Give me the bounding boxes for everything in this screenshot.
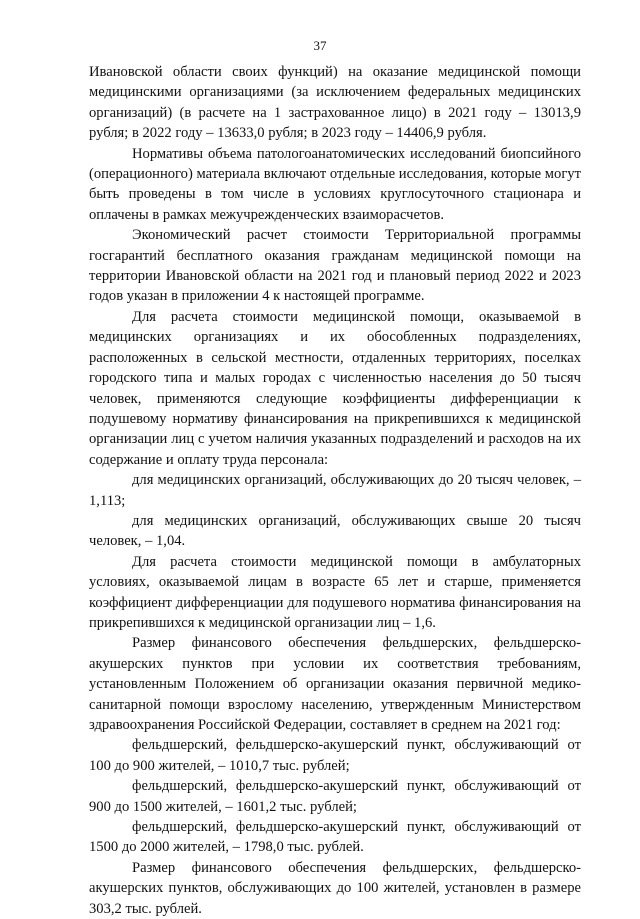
list-item-fap-1500-2000: фельдшерский, фельдшерско-акушерский пункт, обслуживающий от 1500 до 2000 жителей, – 1798,0 тыс. рублей. xyxy=(89,819,581,856)
page-number: 37 xyxy=(313,38,327,53)
paragraph-rural-coefficients: Для расчета стоимости медицинской помощи, оказываемой в медицинских организациях и их обособленных подразделениях, расположенных в сельской местности, отдаленных территориях, поселках городского типа и малых городах с численностью населения до 50 тысяч человек, применяются следующие коэффициенты дифференциации к подушевому нормативу финансирования на прикрепившихся к медицинской организации лиц с учетом наличия указанных подразделений и расходов на их содержание и оплату труда персонала: xyxy=(89,308,581,468)
list-item-up-to-20k: для медицинских организаций, обслуживающих до 20 тысяч человек, – 1,113; xyxy=(89,472,581,509)
list-item-fap-900-1500: фельдшерский, фельдшерско-акушерский пункт, обслуживающий от 900 до 1500 жителей, – 1601,2 тыс. рублей; xyxy=(89,778,581,815)
paragraph-elderly-coefficient: Для расчета стоимости медицинской помощи в амбулаторных условиях, оказываемой лицам в возрасте 65 лет и старше, применяется коэффициент дифференциации для подушевого норматива финансирования на прикрепившихся к медицинской организации лиц – 1,6. xyxy=(89,553,581,631)
paragraph-economic-calculation: Экономический расчет стоимости Территориальной программы госгарантий бесплатного оказания гражданам медицинской помощи на территории Ивановской области на 2021 год и плановый период 2022 и 2023 годов указан в приложении 4 к настоящей программе. xyxy=(89,227,581,305)
list-item-fap-100-900: фельдшерский, фельдшерско-акушерский пункт, обслуживающий от 100 до 900 жителей, – 1010,7 тыс. рублей; xyxy=(89,737,581,774)
paragraph-pathology-norms: Нормативы объема патологоанатомических исследований биопсийного (операционного) материала включают отдельные исследования, которые могут быть проведены в том числе в условиях круглосуточного стационара и оплачены в рамках межучрежденческих взаиморасчетов. xyxy=(89,145,581,223)
paragraph-fap-funding-continuation: Ивановской области своих функций) на оказание медицинской помощи медицинскими организациями (за исключением федеральных медицинских организаций) (в расчете на 1 застрахованное лицо) в 2021 году – 13013,9 рубля; в 2022 году – 13633,0 рубля; в 2023 году – 14406,9 рубля. xyxy=(89,64,581,142)
document-body xyxy=(89,62,581,919)
paragraph-fap-under-100: Размер финансового обеспечения фельдшерских, фельдшерско-акушерских пунктов, обслуживающих до 100 жителей, установлен в размере 303,2 тыс. рублей. xyxy=(89,859,581,917)
list-item-over-20k: для медицинских организаций, обслуживающих свыше 20 тысяч человек, – 1,04. xyxy=(89,512,581,550)
paragraph-fap-funding-size: Размер финансового обеспечения фельдшерских, фельдшерско-акушерских пунктов при условии их соответствия требованиям, установленным Положением об организации оказания первичной медико-санитарной помощи взрослому населению, утвержденным Министерством здравоохранения Российской Федерации, составляет в среднем на 2021 год: xyxy=(89,635,581,733)
